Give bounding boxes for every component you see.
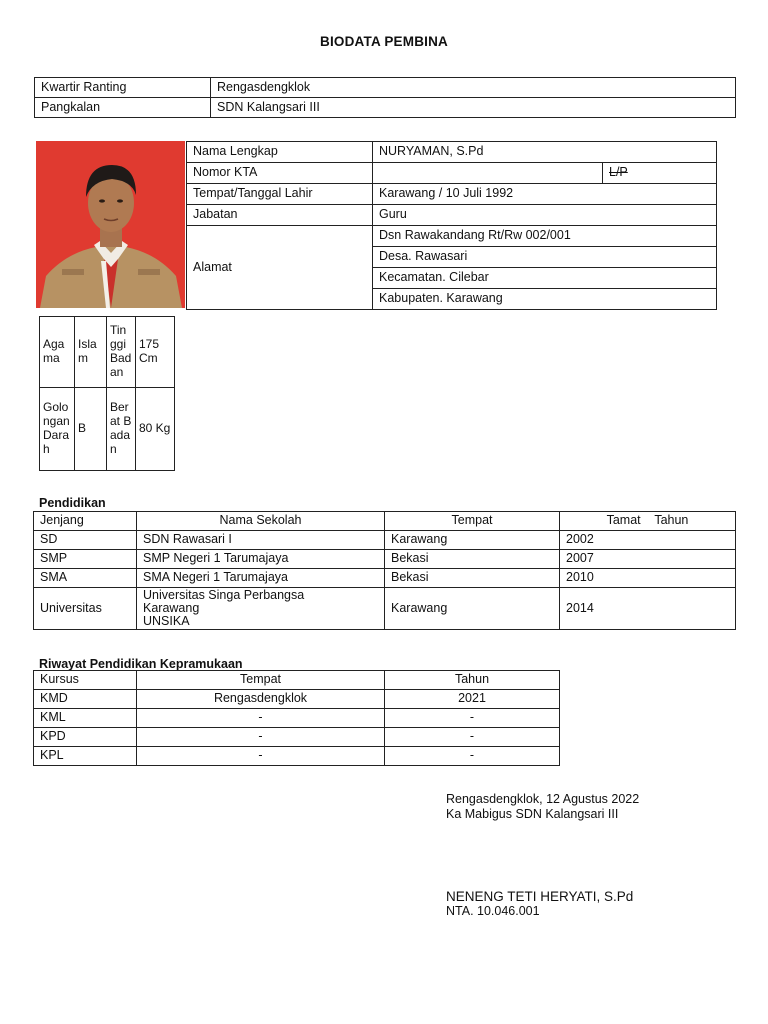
personal-row xyxy=(187,163,717,184)
profile-photo xyxy=(36,141,185,308)
tinggi-value: 175 Cm xyxy=(136,317,175,388)
col-header: Tempat xyxy=(137,671,385,690)
personal-row xyxy=(187,226,717,247)
col-header: Tempat xyxy=(385,512,560,531)
table-row xyxy=(34,550,736,569)
signature-name: NENENG TETI HERYATI, S.Pd xyxy=(446,889,634,904)
cell: KPD xyxy=(34,728,137,747)
kwartir-value: Rengasdengklok xyxy=(211,78,736,98)
alamat-line: Kabupaten. Karawang xyxy=(373,289,717,310)
signature-name-block xyxy=(446,889,633,919)
personal-table xyxy=(186,141,717,310)
table-header-row xyxy=(34,512,736,531)
table-row xyxy=(34,690,560,709)
berat-value: 80 Kg xyxy=(136,388,175,471)
kwartir-label: Kwartir Ranting xyxy=(35,78,211,98)
cell: Karawang xyxy=(385,588,560,630)
cell: 2014 xyxy=(560,588,736,630)
cell: - xyxy=(137,747,385,766)
agama-label: Agama xyxy=(40,317,75,388)
cell: Karawang xyxy=(385,531,560,550)
cell: KPL xyxy=(34,747,137,766)
personal-row xyxy=(187,142,717,163)
univ-name-line: Universitas Singa Perbangsa xyxy=(143,587,305,602)
cell: - xyxy=(137,709,385,728)
cell: KML xyxy=(34,709,137,728)
pangkalan-value: SDN Kalangsari III xyxy=(211,98,736,118)
signature-nta: NTA. 10.046.001 xyxy=(446,904,540,918)
cell: 2021 xyxy=(385,690,560,709)
kta-label: Nomor KTA xyxy=(187,163,373,184)
header-row xyxy=(35,98,736,118)
agama-value: Islam xyxy=(75,317,107,388)
person-photo-icon xyxy=(36,141,185,308)
header-row xyxy=(35,78,736,98)
cell: SDN Rawasari I xyxy=(137,531,385,550)
cell: SMP xyxy=(34,550,137,569)
golongan-value: B xyxy=(75,388,107,471)
jabatan-label: Jabatan xyxy=(187,205,373,226)
header-table xyxy=(34,77,736,118)
alamat-line: Desa. Rawasari xyxy=(373,247,717,268)
personal-row xyxy=(187,184,717,205)
alamat-label: Alamat xyxy=(187,226,373,310)
cell: Rengasdengklok xyxy=(137,690,385,709)
pendidikan-table xyxy=(33,511,736,630)
table-row xyxy=(34,709,560,728)
ttl-value: Karawang / 10 Juli 1992 xyxy=(373,184,717,205)
col-header: Tamat Tahun xyxy=(560,512,736,531)
physical-row xyxy=(40,388,175,471)
table-row xyxy=(34,728,560,747)
univ-name-line: Karawang xyxy=(143,600,200,615)
cell: 2002 xyxy=(560,531,736,550)
physical-row xyxy=(40,317,175,388)
cell: Universitas xyxy=(34,588,137,630)
lp-text: L/P xyxy=(609,165,628,180)
cell: - xyxy=(137,728,385,747)
kepramukaan-title: Riwayat Pendidikan Kepramukaan xyxy=(39,657,243,671)
cell: 2010 xyxy=(560,569,736,588)
table-row xyxy=(34,569,736,588)
golongan-label: Golongan Darah xyxy=(40,388,75,471)
signature-place-date: Rengasdengklok, 12 Agustus 2022 xyxy=(446,792,640,806)
alamat-line: Dsn Rawakandang Rt/Rw 002/001 xyxy=(373,226,717,247)
nama-label: Nama Lengkap xyxy=(187,142,373,163)
kepramukaan-table xyxy=(33,670,560,766)
physical-table xyxy=(39,316,175,471)
cell: KMD xyxy=(34,690,137,709)
pangkalan-label: Pangkalan xyxy=(35,98,211,118)
nama-value: NURYAMAN, S.Pd xyxy=(373,142,717,163)
table-row xyxy=(34,747,560,766)
tinggi-label: Tinggi Badan xyxy=(107,317,136,388)
cell: SMA Negeri 1 Tarumajaya xyxy=(137,569,385,588)
signature-position: Ka Mabigus SDN Kalangsari III xyxy=(446,807,619,821)
personal-row xyxy=(187,205,717,226)
berat-label: Berat Badan xyxy=(107,388,136,471)
jabatan-value: Guru xyxy=(373,205,717,226)
alamat-line: Kecamatan. Cilebar xyxy=(373,268,717,289)
signature-block xyxy=(446,792,639,822)
pendidikan-title: Pendidikan xyxy=(39,496,106,510)
cell: SD xyxy=(34,531,137,550)
cell: - xyxy=(385,747,560,766)
cell: Bekasi xyxy=(385,550,560,569)
cell xyxy=(137,588,385,630)
page-title: BIODATA PEMBINA xyxy=(320,34,448,49)
univ-name-line: UNSIKA xyxy=(143,614,190,629)
col-header: Kursus xyxy=(34,671,137,690)
cell: Bekasi xyxy=(385,569,560,588)
ttl-label: Tempat/Tanggal Lahir xyxy=(187,184,373,205)
col-header: Nama Sekolah xyxy=(137,512,385,531)
cell: 2007 xyxy=(560,550,736,569)
lp-value xyxy=(603,163,717,184)
col-header: Jenjang xyxy=(34,512,137,531)
cell: - xyxy=(385,728,560,747)
cell: - xyxy=(385,709,560,728)
cell: SMA xyxy=(34,569,137,588)
table-row xyxy=(34,588,736,630)
table-header-row xyxy=(34,671,560,690)
table-row xyxy=(34,531,736,550)
kta-value xyxy=(373,163,603,184)
cell: SMP Negeri 1 Tarumajaya xyxy=(137,550,385,569)
col-header: Tahun xyxy=(385,671,560,690)
